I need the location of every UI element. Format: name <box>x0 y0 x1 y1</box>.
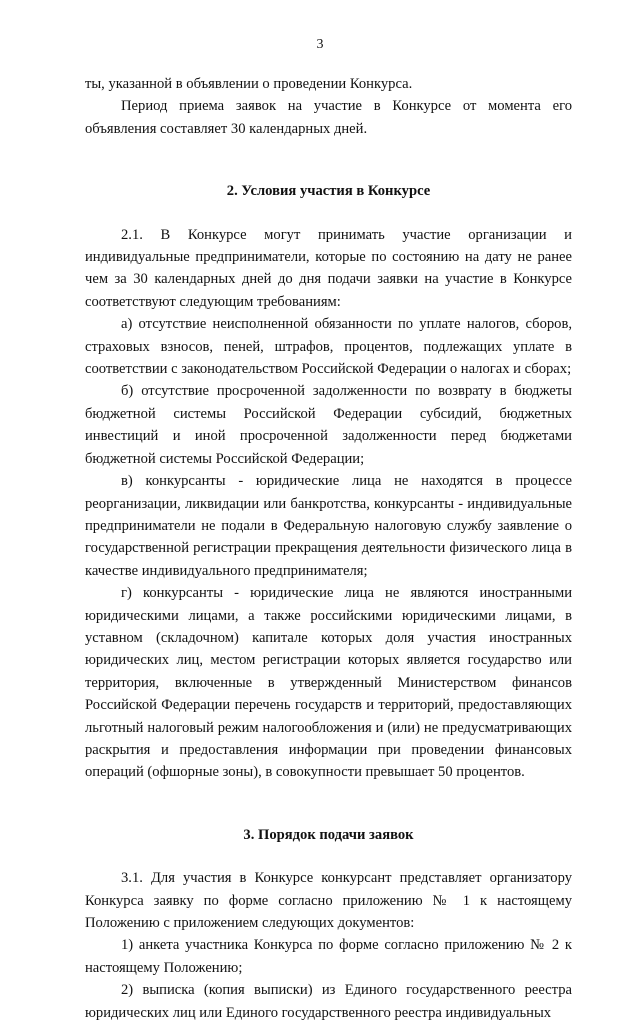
document-item-1: 1) анкета участника Конкурса по форме согласно приложению № 2 к настоящему Положению; <box>85 937 572 976</box>
requirement-v: в) конкурсанты - юридические лица не находятся в процессе реорганизации, ликвидации или банкротства, конкурсанты - индивидуальные предприниматели не подали в Федеральную налоговую службу заявление о государственной регистрации прекращения деятельности физического лица в качестве индивидуального предпринимателя; <box>85 473 572 579</box>
section-2-heading: 2. Условия участия в Конкурсе <box>226 183 431 200</box>
document-item-2: 2) выписка (копия выписки) из Единого государственного реестра юридических лиц или Единого государственного реестра индивидуальных <box>85 982 572 1021</box>
page-number: 3 <box>316 37 324 52</box>
document-body <box>85 73 572 1024</box>
requirement-b: б) отсутствие просроченной задолженности по возврату в бюджеты бюджетной системы Российской Федерации субсидий, бюджетных инвестиций и иной просроченной задолженности перед бюджетами бюджетной системы Российской Федерации; <box>85 383 572 467</box>
intro-continuation: ты, указанной в объявлении о проведении Конкурса. <box>85 76 413 92</box>
requirement-a: а) отсутствие неисполненной обязанности по уплате налогов, сборов, страховых взносов, пеней, штрафов, процентов, подлежащих уплате в соответствии с законодательством Российской Федерации о налогах и сборах; <box>85 316 572 378</box>
section-3-heading: 3. Порядок подачи заявок <box>243 826 414 843</box>
clause-2-1: 2.1. В Конкурсе могут принимать участие организации и индивидуальные предприниматели, которые по состоянию на дату не ранее чем за 30 календарных дней до дня подачи заявки на участие в Конкурсе соответствуют следующим требованиям: <box>85 226 572 310</box>
requirement-g: г) конкурсанты - юридические лица не являются иностранными юридическими лицами, а также российскими юридическими лицами, в уставном (складочном) капитале которых доля участия иностранных юридических лиц, местом регистрации которых является государство или территория, включенные в утвержденный Министерством финансов Российской Федерации перечень государств и территорий, предоставляющих льготный налоговый режим налогообложения и (или) не предусматривающих раскрытия и предоставления информации при проведении финансовых операций (офшорные зоны), в совокупности превышает 50 процентов. <box>85 585 572 781</box>
intro-paragraph: Период приема заявок на участие в Конкурсе от момента его объявления составляет 30 календарных дней. <box>85 98 572 137</box>
clause-3-1: 3.1. Для участия в Конкурсе конкурсант представляет организатору Конкурса заявку по форме согласно приложению № 1 к настоящему Положению с приложением следующих документов: <box>85 870 572 931</box>
